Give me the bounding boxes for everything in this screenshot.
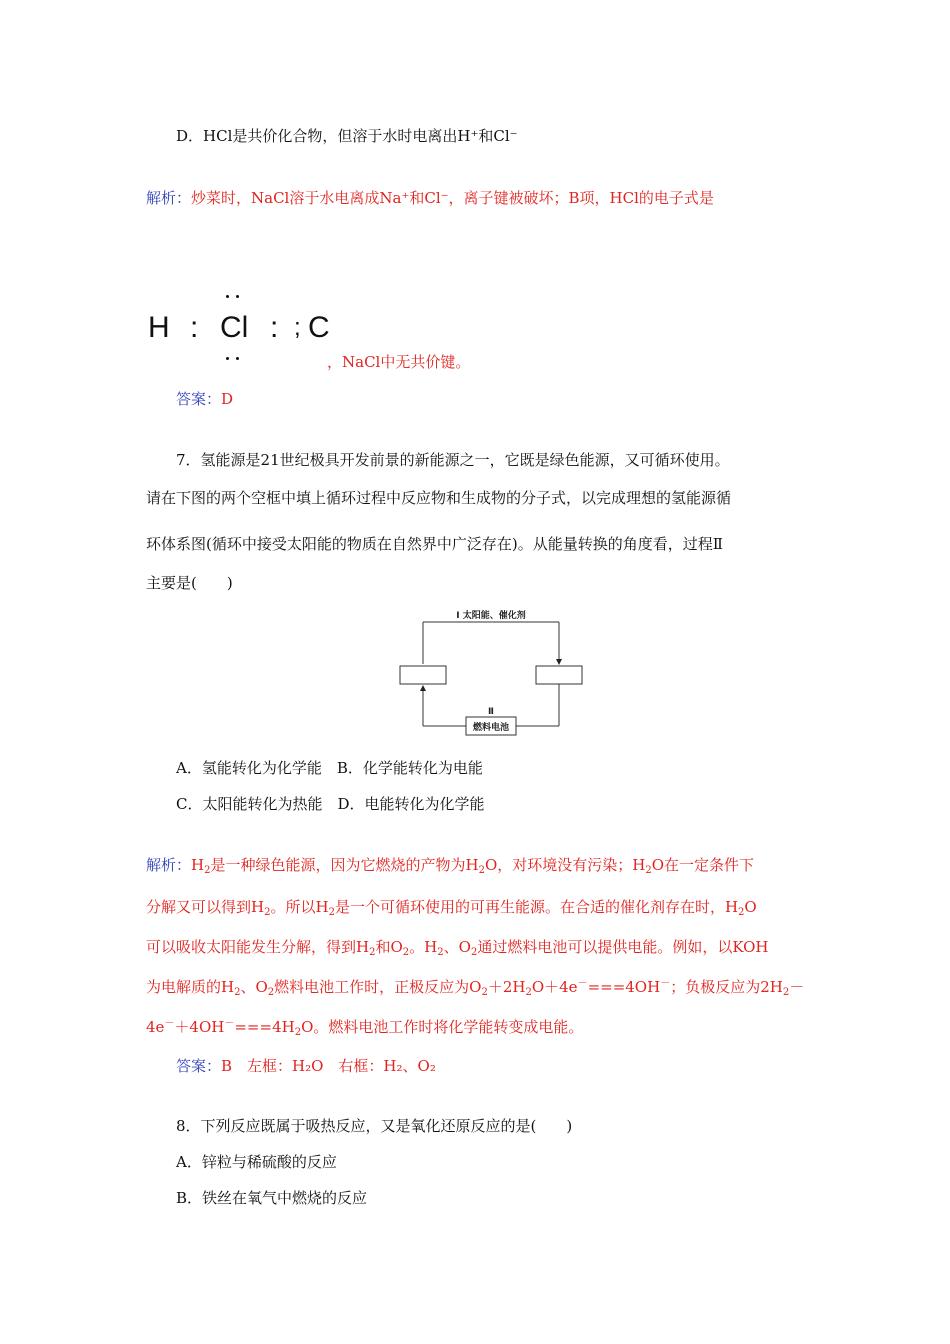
q7-analysis-line-4: 为电解质的$H_2$、$O_2$燃料电池工作时，正极反应为$O_2+2H_2O+4e^-===4OH^-$；负极反应为$2H_2-$: [146, 978, 805, 998]
q7-stem-line-2: 请在下图的两个空框中填上循环过程中反应物和生成物的分子式，以完成理想的氢能源循: [146, 489, 732, 507]
lone-pair-dot: [236, 357, 239, 360]
q7-option-d: D．电能转化为化学能: [337, 795, 485, 813]
q8-stem: 8．下列反应既属于吸热反应，又是氧化还原反应的是( ): [176, 1117, 573, 1135]
hydrogen-cycle-diagram: [396, 606, 586, 736]
q7-analysis-line-5: $4e^-+4OH^-===4H_2O$。燃料电池工作时将化学能转变成电能。: [146, 1018, 584, 1038]
answer-label: 答案：: [176, 390, 222, 408]
q6-analysis: [146, 188, 714, 208]
q7-options-row-1: [176, 758, 483, 778]
q7-analysis-line-1: 解析：$H_2$是一种绿色能源，因为它燃烧的产物为$H_2O$，对环境没有污染；$H_2O$在一定条件下: [146, 856, 755, 876]
left-blank-box: [400, 666, 446, 684]
q7-option-b: B．化学能转化为电能: [336, 759, 483, 777]
diagram-top-label: Ⅰ 太阳能、催化剂: [456, 611, 526, 621]
q8-option-a: A．锌粒与稀硫酸的反应: [176, 1153, 337, 1171]
analysis-text: 炒菜时，NaCl溶于水电离成Na⁺和Cl⁻，离子键被破坏；B项，HCl的电子式是: [191, 189, 714, 207]
q7-stem-line-3: 环体系图(循环中接受太阳能的物质在自然界中广泛存在)。从能量转换的角度看，过程Ⅱ: [146, 535, 723, 553]
lewis-colon-2: :: [270, 311, 279, 344]
q7-option-c: C．太阳能转化为热能: [176, 795, 323, 813]
q7-analysis-line-2: 分解又可以得到$H_2$。所以$H_2$是一个可循环使用的可再生能源。在合适的催化剂存在时，$H_2O$: [146, 898, 757, 918]
lone-pair-dot: [236, 295, 239, 298]
q7-options-row-2: [176, 794, 485, 814]
answer-label: 答案：: [176, 1057, 222, 1075]
hcl-lewis-structure: [146, 310, 336, 360]
lewis-cl: Cl: [220, 311, 249, 344]
answer-value: D: [221, 390, 234, 408]
lewis-c: C: [308, 311, 330, 344]
q7-analysis-line-3: 可以吸收太阳能发生分解，得到$H_2$和$O_2$。$H_2$、$O_2$通过燃料电池可以提供电能。例如，以KOH: [146, 938, 769, 958]
lewis-h: H: [148, 311, 170, 344]
lewis-colon-1: :: [190, 311, 199, 344]
answer-value: B 左框：H₂O 右框：H₂、O₂: [221, 1057, 436, 1075]
analysis-label: 解析：: [146, 856, 192, 874]
lone-pair-dot: [226, 357, 229, 360]
analysis-label: 解析：: [146, 189, 192, 207]
right-blank-box: [536, 666, 582, 684]
q7-stem-line-4: 主要是( ): [146, 574, 233, 592]
q6-after-lewis: ，NaCl中无共价键。: [327, 353, 471, 371]
q7-option-a: A．氢能转化为化学能: [176, 759, 322, 777]
lewis-semicolon: ;: [294, 314, 301, 341]
q7-answer: [176, 1056, 436, 1076]
lone-pair-dot: [226, 295, 229, 298]
fuel-cell-label: 燃料电池: [472, 723, 510, 733]
q7-stem-line-1: 7．氢能源是21世纪极具开发前景的新能源之一，它既是绿色能源，又可循环使用。: [176, 451, 730, 469]
q8-option-b: B．铁丝在氧气中燃烧的反应: [176, 1189, 368, 1207]
process-2-label: Ⅱ: [488, 707, 494, 717]
q6-answer: [176, 389, 233, 409]
q6-option-d: D．HCl是共价化合物，但溶于水时电离出H⁺和Cl⁻: [176, 127, 518, 145]
